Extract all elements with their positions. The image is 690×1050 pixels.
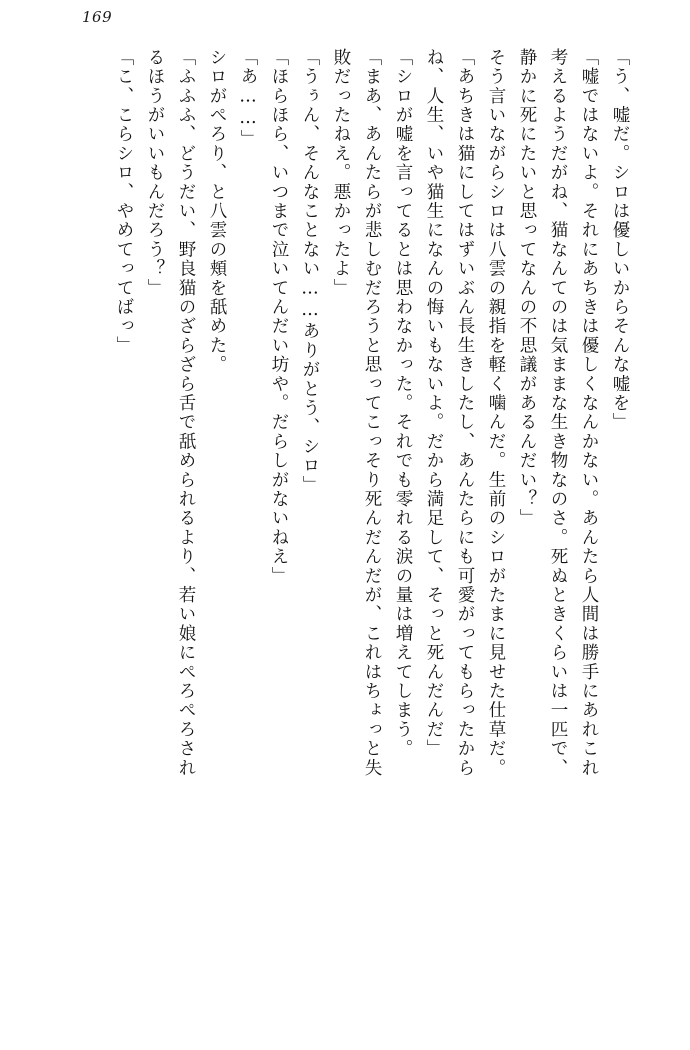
text-column: 「う、嘘だ。シロは優しいからそんな嘘を」: [610, 48, 630, 432]
text-column: シロがぺろり、と八雲の頬を舐めた。: [207, 48, 227, 375]
text-column: 「ほらほら、いつまで泣いてんだい坊や。だらしがないねえ」: [269, 48, 289, 586]
text-column: 「ふふふ、どうだい、野良猫のざらざら舌で舐められるより、若い娘にぺろぺろされ: [176, 48, 196, 778]
text-column: 「こ、こらシロ、やめてってばっ」: [114, 48, 134, 356]
text-column: 「嘘ではないよ。それにあちきは優しくなんかない。あんたら人間は勝手にあれこれ: [579, 48, 599, 778]
text-column: 「あちきは猫にしてはずいぶん長生きしたし、あんたらにも可愛がってもらったから: [455, 48, 475, 778]
text-column: そう言いながらシロは八雲の親指を軽く噛んだ。生前のシロがたまに見せた仕草だ。: [486, 48, 506, 778]
text-column: 「あ……」: [238, 48, 258, 149]
page-number: 169: [82, 8, 113, 26]
text-column: 「シロが嘘を言ってるとは思わなかった。それでも零れる涙の量は増えてしまう。: [393, 48, 413, 759]
text-column: 敗だったねえ。悪かったよ」: [331, 48, 351, 298]
text-column: るほうがいいもんだろう？」: [145, 48, 165, 298]
text-column: ね、人生、いや猫生になんの悔いもないよ。だから満足して、そっと死んだんだ」: [424, 48, 444, 759]
text-column: 静かに死にたいと思ってなんの不思議があるんだい？」: [517, 48, 537, 528]
text-column: 「うぅん、そんなことない……ありがとう、シロ」: [300, 48, 320, 495]
text-column: 考えるようだがね、猫なんてのは気ままな生き物なのさ。死ぬときくらいは一匹で、: [548, 48, 568, 778]
vertical-text-block: [62, 48, 628, 1032]
text-column: 「まあ、あんたらが悲しむだろうと思ってこっそり死んだんだが、これはちょっと失: [362, 48, 382, 778]
